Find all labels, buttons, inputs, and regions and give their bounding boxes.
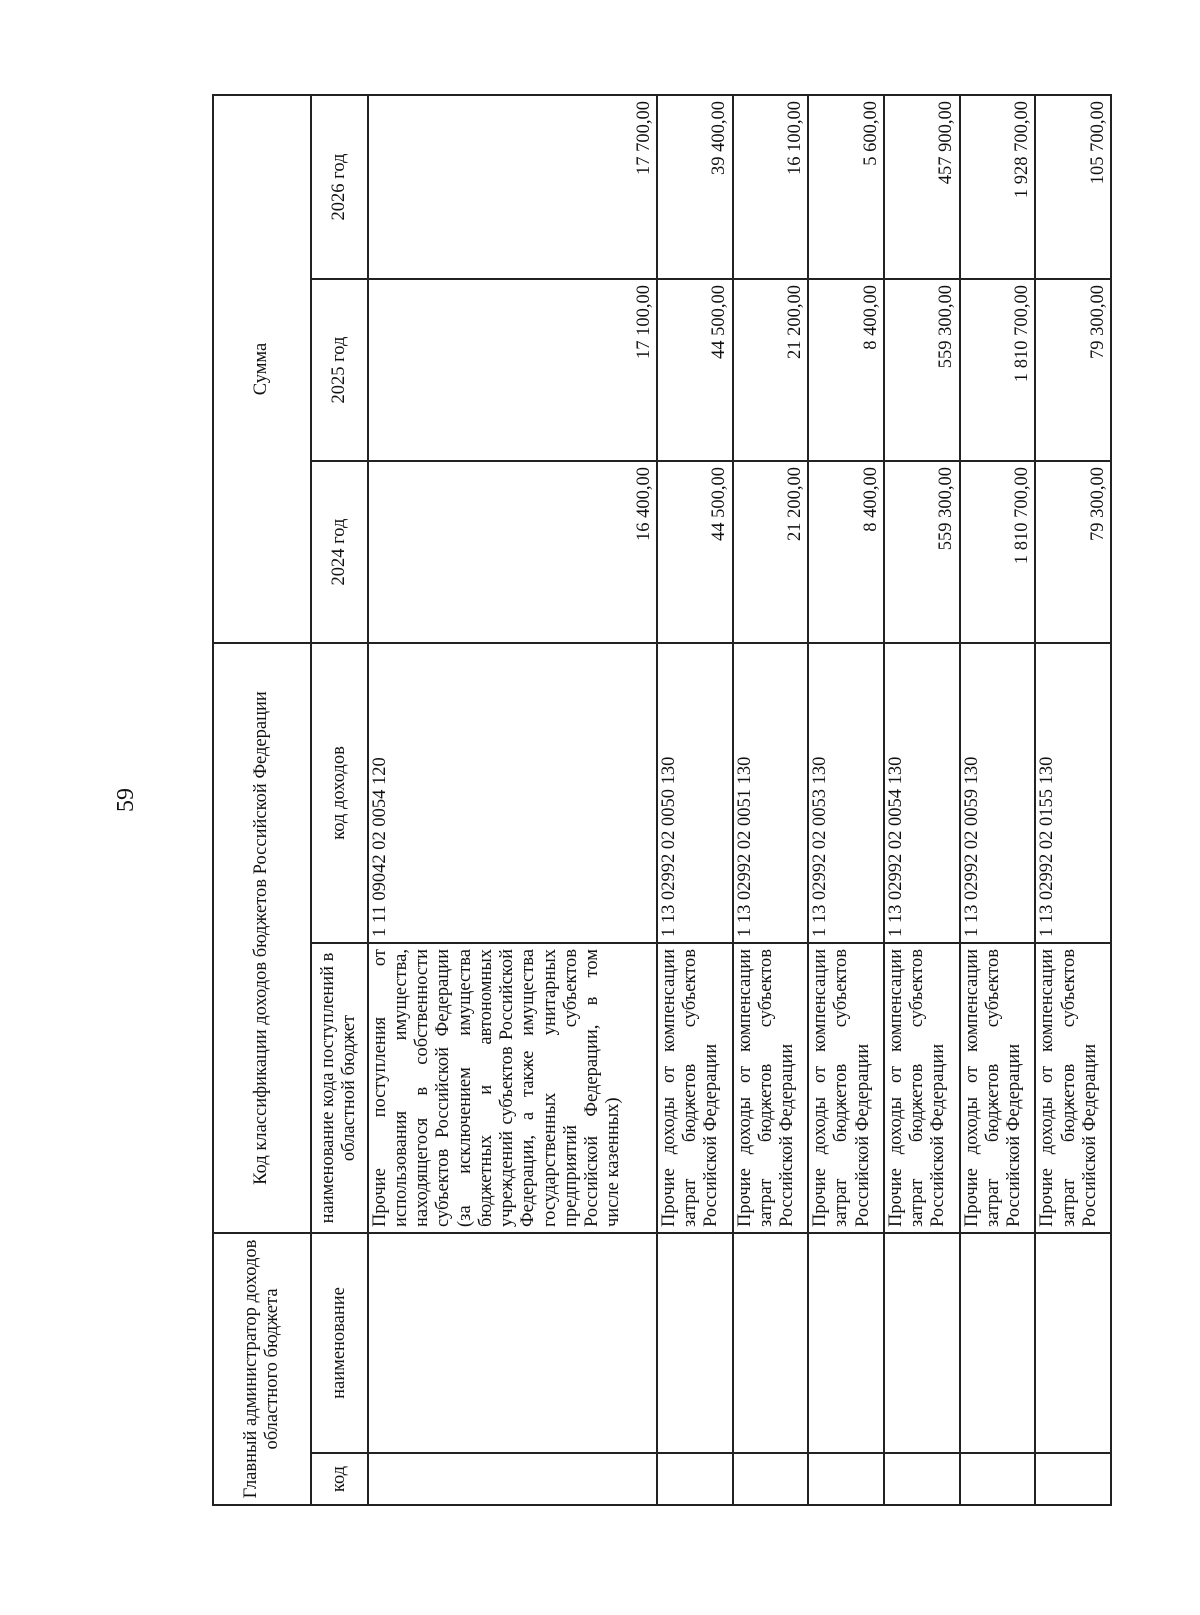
header-classification-group: Код классификации доходов бюджетов Российской Федерации xyxy=(213,643,311,1233)
cell-admin-name xyxy=(960,1233,1036,1453)
header-col-name: наименование xyxy=(311,1233,368,1453)
header-row-top xyxy=(213,95,311,1505)
table-row xyxy=(657,95,733,1505)
cell-amount-2025: 8 400,00 xyxy=(808,279,884,461)
cell-income-code: 1 13 02992 02 0059 130 xyxy=(960,643,1036,943)
cell-income-code: 1 11 09042 02 0054 120 xyxy=(368,643,657,943)
cell-income-code: 1 13 02992 02 0050 130 xyxy=(657,643,733,943)
cell-amount-2024: 21 200,00 xyxy=(733,461,809,643)
table-row xyxy=(960,95,1036,1505)
cell-amount-2024: 79 300,00 xyxy=(1035,461,1111,643)
cell-income-code: 1 13 02992 02 0054 130 xyxy=(884,643,960,943)
table-row xyxy=(1035,95,1111,1505)
cell-amount-2026: 17 700,00 xyxy=(368,95,657,279)
header-col-2025: 2025 год xyxy=(311,279,368,461)
cell-admin-code xyxy=(884,1453,960,1505)
cell-amount-2026: 1 928 700,00 xyxy=(960,95,1036,279)
cell-amount-2025: 21 200,00 xyxy=(733,279,809,461)
cell-admin-code xyxy=(657,1453,733,1505)
revenue-table xyxy=(212,94,1112,1506)
cell-amount-2026: 105 700,00 xyxy=(1035,95,1111,279)
cell-admin-code xyxy=(808,1453,884,1505)
cell-amount-2025: 44 500,00 xyxy=(657,279,733,461)
cell-income-name: Прочие доходы от компенсации затрат бюджетов субъектов Российской Федерации xyxy=(733,943,809,1233)
cell-income-name: Прочие поступления от использования имущества, находящегося в собственности субъектов Российской Федерации (за исключением имущества бюджетных и автономных учреждений субъектов Российской Федерации, а также имущества государственных унитарных предприятий субъектов Российской Федерации, в том числе казенных) xyxy=(368,943,657,1233)
header-col-income-name: наименование кода поступлений в областной бюджет xyxy=(311,943,368,1233)
rotated-table-wrapper xyxy=(212,96,1112,1506)
rotated-table-inner xyxy=(212,96,1112,1506)
cell-amount-2025: 1 810 700,00 xyxy=(960,279,1036,461)
cell-amount-2026: 16 100,00 xyxy=(733,95,809,279)
cell-amount-2025: 559 300,00 xyxy=(884,279,960,461)
cell-amount-2024: 16 400,00 xyxy=(368,461,657,643)
header-sum-group: Сумма xyxy=(213,95,311,643)
cell-admin-name xyxy=(657,1233,733,1453)
cell-admin-name xyxy=(733,1233,809,1453)
cell-amount-2024: 8 400,00 xyxy=(808,461,884,643)
cell-admin-code xyxy=(368,1453,657,1505)
cell-income-code: 1 13 02992 02 0053 130 xyxy=(808,643,884,943)
cell-income-name: Прочие доходы от компенсации затрат бюджетов субъектов Российской Федерации xyxy=(960,943,1036,1233)
page-number: 59 xyxy=(113,788,139,812)
table-row xyxy=(884,95,960,1505)
header-row-sub xyxy=(311,95,368,1505)
table-row xyxy=(733,95,809,1505)
cell-amount-2025: 79 300,00 xyxy=(1035,279,1111,461)
header-col-2024: 2024 год xyxy=(311,461,368,643)
cell-income-name: Прочие доходы от компенсации затрат бюджетов субъектов Российской Федерации xyxy=(808,943,884,1233)
cell-amount-2026: 39 400,00 xyxy=(657,95,733,279)
cell-admin-code xyxy=(960,1453,1036,1505)
cell-amount-2025: 17 100,00 xyxy=(368,279,657,461)
cell-admin-name xyxy=(808,1233,884,1453)
cell-admin-name xyxy=(368,1233,657,1453)
cell-admin-name xyxy=(884,1233,960,1453)
table-row xyxy=(368,95,657,1505)
cell-income-name: Прочие доходы от компенсации затрат бюджетов субъектов Российской Федерации xyxy=(884,943,960,1233)
cell-amount-2026: 457 900,00 xyxy=(884,95,960,279)
cell-income-code: 1 13 02992 02 0051 130 xyxy=(733,643,809,943)
cell-income-code: 1 13 02992 02 0155 130 xyxy=(1035,643,1111,943)
header-col-2026: 2026 год xyxy=(311,95,368,279)
cell-income-name: Прочие доходы от компенсации затрат бюджетов субъектов Российской Федерации xyxy=(657,943,733,1233)
header-col-code: код xyxy=(311,1453,368,1505)
header-col-income-code: код доходов xyxy=(311,643,368,943)
cell-amount-2026: 5 600,00 xyxy=(808,95,884,279)
cell-income-name: Прочие доходы от компенсации затрат бюджетов субъектов Российской Федерации xyxy=(1035,943,1111,1233)
header-admin-group: Главный администратор доходов областного бюджета xyxy=(213,1233,311,1505)
cell-admin-code xyxy=(1035,1453,1111,1505)
table-row xyxy=(808,95,884,1505)
cell-amount-2024: 559 300,00 xyxy=(884,461,960,643)
cell-admin-code xyxy=(733,1453,809,1505)
cell-admin-name xyxy=(1035,1233,1111,1453)
cell-amount-2024: 44 500,00 xyxy=(657,461,733,643)
cell-amount-2024: 1 810 700,00 xyxy=(960,461,1036,643)
